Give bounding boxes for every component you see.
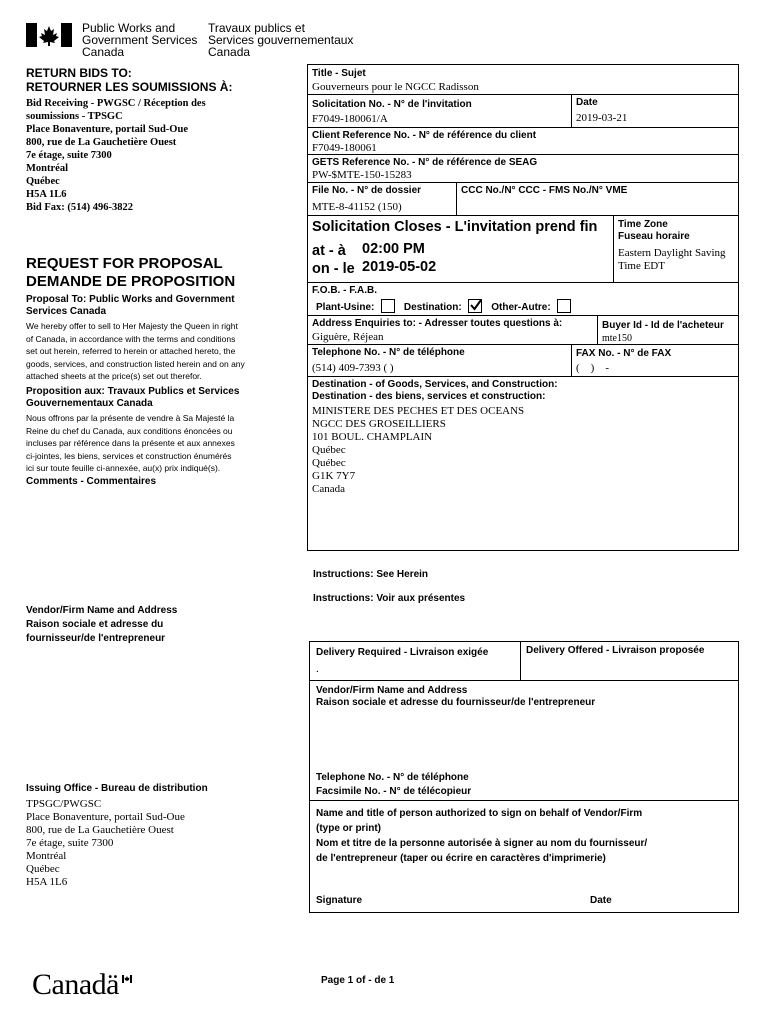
divider bbox=[309, 680, 739, 681]
ccc-no-label: CCC No./N° CCC - FMS No./N° VME bbox=[461, 185, 628, 196]
dest-line: Québec bbox=[312, 444, 346, 456]
issuing-office-address bbox=[26, 798, 185, 889]
auth-line: Nom et titre de la personne autorisée à signer au nom du fournisseur/ bbox=[316, 838, 648, 849]
address-line: Place Bonaventure, portail Sud-Oue bbox=[26, 124, 188, 135]
vendor-name-label bbox=[26, 604, 177, 646]
signature-date-label: Date bbox=[590, 895, 612, 906]
dept-fr-line: Services gouvernementaux bbox=[208, 33, 354, 47]
address-line: 800, rue de La Gauchetière Ouest bbox=[26, 137, 177, 148]
address-line: Québec bbox=[26, 176, 60, 187]
text-line: Nous offrons par la présente de vendre à Sa Majesté la bbox=[26, 413, 235, 423]
divider bbox=[571, 344, 572, 376]
return-bids-address bbox=[26, 97, 206, 214]
address-enquiries-label: Address Enquiries to: - Adresser toutes questions à: bbox=[312, 318, 563, 329]
page-number: Page 1 of - de 1 bbox=[321, 975, 395, 986]
label-line: Services Canada bbox=[26, 306, 107, 317]
phone-value: (514) 409-7393 ( ) bbox=[312, 362, 394, 374]
title-label: Title - Sujet bbox=[312, 68, 366, 79]
dest-label-fr: Destination - des biens, services et construction: bbox=[312, 391, 546, 402]
buyer-id-label: Buyer Id - Id de l'acheteur bbox=[602, 320, 724, 331]
tz-value-line: Eastern Daylight Saving bbox=[618, 247, 726, 259]
dept-en-line: Government Services bbox=[82, 33, 198, 47]
fax-label: FAX No. - N° de FAX bbox=[576, 348, 672, 359]
other-label: Other-Autre: bbox=[491, 302, 551, 313]
return-bids-title-en: RETURN BIDS TO: bbox=[26, 66, 132, 80]
closing-time-value: 02:00 PM bbox=[362, 241, 425, 257]
address-line: Bid Receiving - PWGSC / Réception des bbox=[26, 98, 206, 109]
return-bids-title-fr: RETOURNER LES SOUMISSIONS À: bbox=[26, 80, 233, 94]
instructions-en: Instructions: See Herein bbox=[313, 569, 429, 580]
divider bbox=[520, 641, 521, 680]
comments-label: Comments - Commentaires bbox=[26, 476, 157, 487]
dest-line: G1K 7Y7 bbox=[312, 470, 356, 482]
destination-address bbox=[312, 405, 524, 496]
return-bids-title bbox=[26, 66, 232, 94]
divider bbox=[307, 315, 739, 316]
divider bbox=[307, 282, 739, 283]
gets-ref-label: GETS Reference No. - N° de référence de SEAG bbox=[312, 157, 538, 168]
tz-value-line: Time EDT bbox=[618, 260, 665, 272]
dept-en-line: Canada bbox=[82, 45, 125, 59]
title-value: Gouverneurs pour le NGCC Radisson bbox=[312, 81, 479, 93]
tz-label-en: Time Zone bbox=[618, 219, 668, 230]
label-line: Proposal To: Public Works and Government bbox=[26, 294, 235, 305]
department-name-fr bbox=[208, 22, 353, 58]
file-no-label: File No. - N° de dossier bbox=[312, 185, 422, 196]
address-line: 7e étage, suite 7300 bbox=[26, 150, 112, 161]
delivery-offered-label: Delivery Offered - Livraison proposée bbox=[526, 645, 705, 656]
rfp-title-fr: DEMANDE DE PROPOSITION bbox=[26, 273, 236, 290]
label-line: fournisseur/de l'entrepreneur bbox=[26, 633, 166, 644]
time-zone-value bbox=[618, 247, 726, 273]
text-line: attached sheets at the price(s) set out therefor. bbox=[26, 371, 202, 381]
delivery-required-label: Delivery Required - Livraison exigée bbox=[316, 647, 489, 658]
date-label: Date bbox=[576, 97, 598, 108]
fob-label: F.O.B. - F.A.B. bbox=[312, 285, 377, 296]
address-line: H5A 1L6 bbox=[26, 876, 68, 888]
at-label: at - à bbox=[312, 243, 346, 259]
fob-options bbox=[316, 299, 575, 314]
divider bbox=[307, 376, 739, 377]
divider bbox=[307, 182, 739, 183]
address-line: H5A 1L6 bbox=[26, 189, 67, 200]
label-line: Proposition aux: Travaux Publics et Services bbox=[26, 386, 240, 397]
on-label: on - le bbox=[312, 261, 355, 277]
text-line: ci-jointes, les biens, services et construction énumérés bbox=[26, 450, 232, 461]
dept-en-line: Public Works and bbox=[82, 21, 176, 35]
other-checkbox[interactable] bbox=[557, 299, 571, 313]
flag-mark-icon bbox=[122, 970, 132, 978]
address-line: 7e étage, suite 7300 bbox=[26, 837, 114, 849]
text-line: We hereby offer to sell to Her Majesty the Queen in right bbox=[26, 321, 238, 331]
divider bbox=[307, 127, 739, 128]
dest-line: Canada bbox=[312, 483, 345, 495]
tz-label-fr: Fuseau horaire bbox=[618, 231, 690, 242]
text-line: Reine du chef du Canada, aux conditions énoncées ou bbox=[26, 425, 233, 436]
rfp-title-en: REQUEST FOR PROPOSAL bbox=[26, 255, 223, 272]
vendor-facsimile-label: Facsimile No. - N° de télécopieur bbox=[316, 786, 472, 797]
dest-line: NGCC DES GROSEILLIERS bbox=[312, 418, 446, 430]
rfp-title bbox=[26, 255, 235, 291]
fax-value: ( ) - bbox=[576, 362, 609, 374]
dept-fr-line: Travaux publics et bbox=[208, 21, 305, 35]
plant-checkbox[interactable] bbox=[381, 299, 395, 313]
instructions-fr: Instructions: Voir aux présentes bbox=[313, 593, 466, 604]
vendor-label-en: Vendor/Firm Name and Address bbox=[316, 685, 468, 696]
auth-line: Name and title of person authorized to sign on behalf of Vendor/Firm bbox=[316, 808, 643, 819]
address-line: 800, rue de La Gauchetière Ouest bbox=[26, 824, 174, 836]
bid-fax: Bid Fax: (514) 496-3822 bbox=[26, 202, 134, 213]
address-line: Montréal bbox=[26, 850, 67, 862]
closing-date-value: 2019-05-02 bbox=[362, 259, 437, 275]
dept-fr-line: Canada bbox=[208, 45, 251, 59]
auth-line: de l'entrepreneur (taper ou écrire en caractères d'imprimerie) bbox=[316, 853, 606, 864]
text-line: of Canada, in accordance with the terms and conditions bbox=[26, 333, 236, 344]
solicitation-no-label: Solicitation No. - N° de l'invitation bbox=[312, 99, 472, 110]
address-enquiries-value: Giguère, Réjean bbox=[312, 331, 384, 343]
issuing-office-label: Issuing Office - Bureau de distribution bbox=[26, 783, 208, 794]
destination-label: Destination: bbox=[403, 302, 462, 313]
label-line: Gouvernementaux Canada bbox=[26, 398, 153, 409]
solicitation-no-value: F7049-180061/A bbox=[312, 113, 388, 125]
buyer-id-value: mte150 bbox=[602, 334, 632, 343]
phone-label: Telephone No. - N° de téléphone bbox=[312, 347, 465, 358]
dest-line: MINISTERE DES PECHES ET DES OCEANS bbox=[312, 405, 525, 417]
delivery-required-value: . bbox=[316, 663, 319, 675]
department-name-en bbox=[82, 22, 197, 58]
dest-line: 101 BOUL. CHAMPLAIN bbox=[312, 431, 433, 443]
address-line: soumissions - TPSGC bbox=[26, 111, 123, 122]
divider bbox=[597, 315, 598, 344]
date-value: 2019-03-21 bbox=[576, 112, 628, 124]
address-line: Montréal bbox=[26, 163, 68, 174]
client-ref-label: Client Reference No. - N° de référence du client bbox=[312, 130, 537, 141]
divider bbox=[307, 215, 739, 216]
canada-flag-icon bbox=[26, 23, 72, 47]
divider bbox=[571, 94, 572, 127]
address-line: Place Bonaventure, portail Sud-Oue bbox=[26, 811, 185, 823]
time-zone-label bbox=[618, 219, 690, 243]
file-no-value: MTE-8-41152 (150) bbox=[312, 201, 402, 213]
address-line: Québec bbox=[26, 863, 60, 875]
dest-label-en: Destination - of Goods, Services, and Construction: bbox=[312, 379, 558, 390]
divider bbox=[613, 215, 614, 282]
divider bbox=[456, 182, 457, 215]
destination-checkbox[interactable] bbox=[468, 299, 482, 313]
plant-label: Plant-Usine: bbox=[316, 302, 375, 313]
signature-label: Signature bbox=[316, 895, 363, 906]
vendor-label-fr: Raison sociale et adresse du fournisseur/de l'entrepreneur bbox=[316, 697, 596, 708]
proposition-text bbox=[26, 412, 235, 475]
divider bbox=[307, 94, 739, 95]
proposal-to-label bbox=[26, 294, 235, 318]
text-line: set out herein, referred to herein or attached hereto, the bbox=[26, 346, 236, 356]
client-ref-value: F7049-180061 bbox=[312, 142, 377, 154]
authorized-person-label bbox=[316, 806, 647, 866]
proposal-to-text bbox=[26, 320, 245, 383]
checkmark-icon bbox=[469, 298, 483, 312]
label-line: Vendor/Firm Name and Address bbox=[26, 605, 178, 616]
solicitation-closes-label: Solicitation Closes - L'invitation prend fin bbox=[312, 219, 598, 235]
gets-ref-value: PW-$MTE-150-15283 bbox=[312, 169, 412, 181]
vendor-telephone-label: Telephone No. - N° de téléphone bbox=[316, 772, 469, 783]
canada-wordmark: Canadä bbox=[32, 968, 119, 1001]
text-line: ici sur toute feuille ci-annexée, au(x) prix indiqué(s). bbox=[26, 463, 221, 473]
dest-line: Québec bbox=[312, 457, 346, 469]
divider bbox=[309, 800, 739, 801]
vendor-name-address-label bbox=[316, 685, 595, 709]
proposition-label bbox=[26, 386, 239, 410]
label-line: Raison sociale et adresse du bbox=[26, 619, 164, 630]
address-line: TPSGC/PWGSC bbox=[26, 798, 102, 810]
divider bbox=[307, 344, 739, 345]
auth-line: (type or print) bbox=[316, 823, 381, 834]
text-line: goods, services, and construction listed herein and on any bbox=[26, 358, 245, 369]
destination-goods-label bbox=[312, 379, 558, 403]
text-line: incluses par référence dans la présente et aux annexes bbox=[26, 438, 235, 448]
